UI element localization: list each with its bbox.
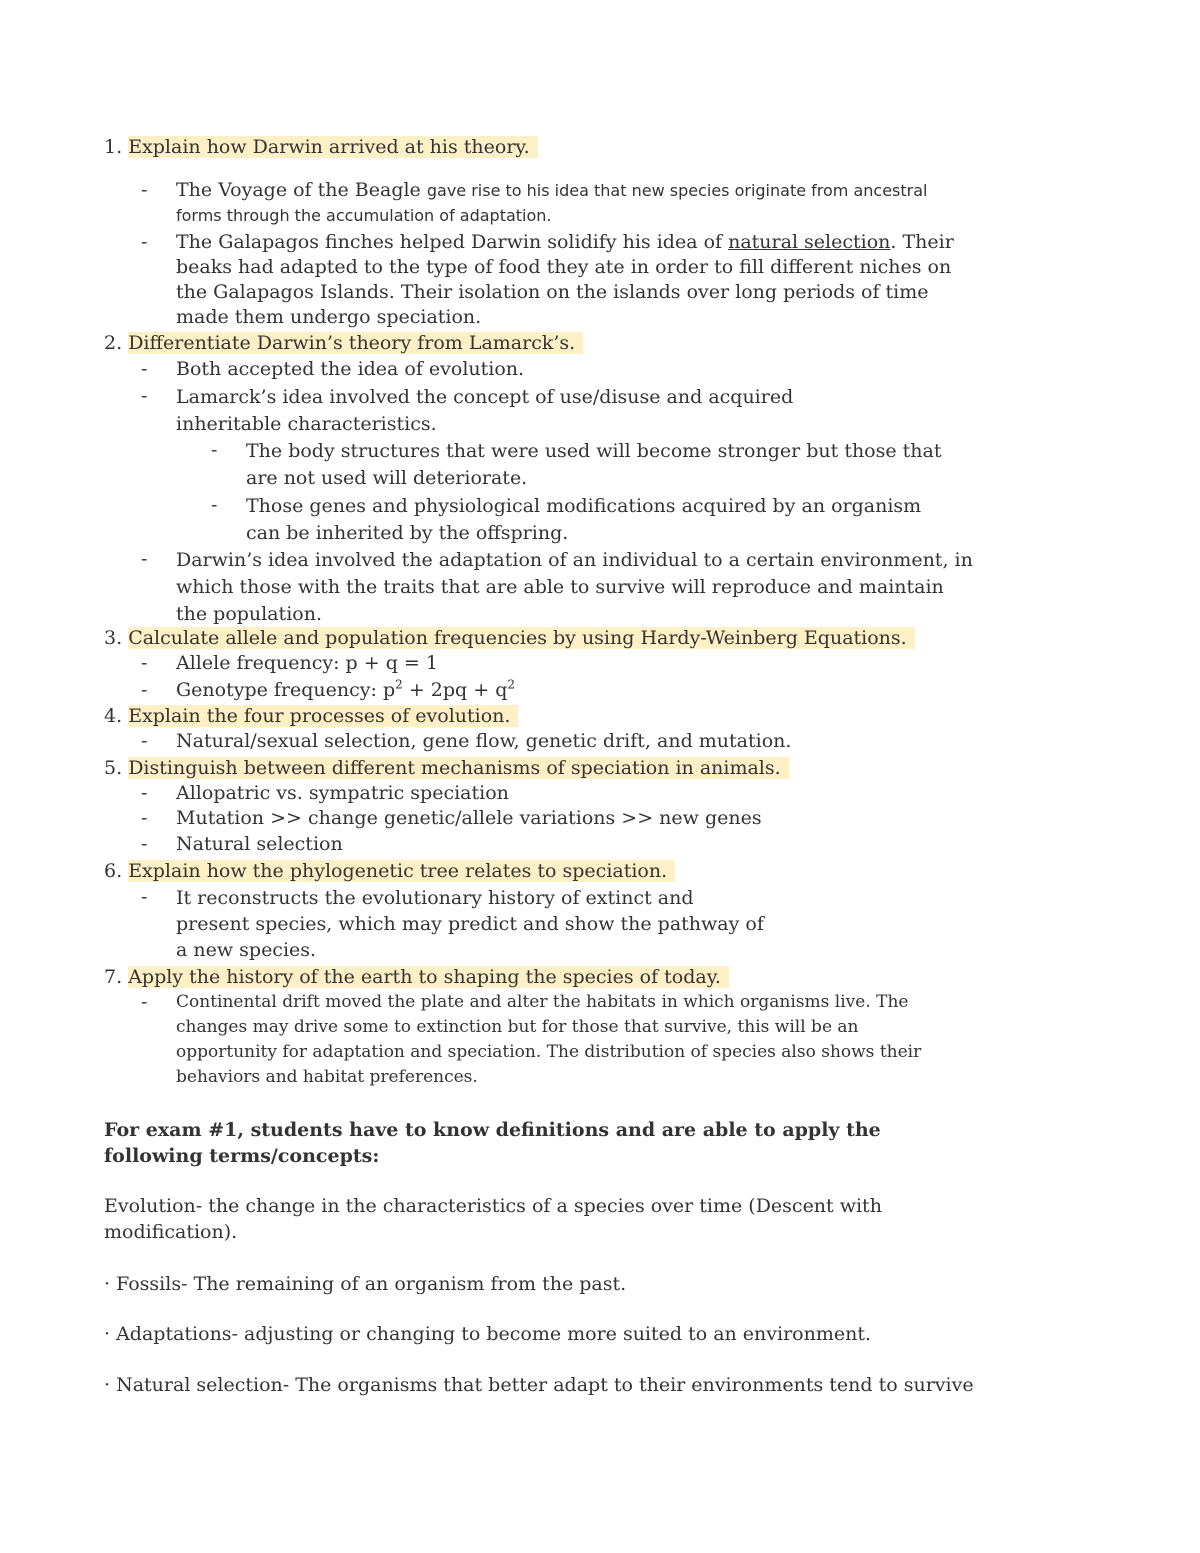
question-text: Calculate allele and population frequencies by using Hardy-Weinberg Equations. (128, 627, 915, 649)
question-6 (104, 858, 675, 884)
question-number: 5. (104, 757, 123, 779)
question-text: Explain the four processes of evolution. (128, 705, 518, 727)
bullet-dash: - (141, 730, 148, 752)
question-text: Explain how Darwin arrived at his theory. (128, 136, 538, 158)
definition-natural-selection: · Natural selection- The organisms that better adapt to their environments tend to survive (104, 1374, 974, 1396)
question-number: 4. (104, 705, 123, 727)
superscript: 2 (395, 677, 403, 692)
bullet-dash: - (141, 548, 148, 570)
question-2 (104, 330, 583, 356)
definition-evolution: Evolution- the change in the characteristics of a species over time (Descent with modification). (104, 1195, 882, 1243)
bullet-post: . Their beaks had adapted to the type of food they ate in order to fill different niches on the Galapagos Islands. Their isolation on the islands over long periods of time made them undergo speciation. (176, 231, 954, 328)
bullet-allele-frequency: Allele frequency: p + q = 1 (176, 652, 438, 674)
sub-bullet-dash: - (211, 439, 218, 461)
bullet-lamarck: Lamarck’s idea involved the concept of use/disuse and acquired inheritable characteristics. (176, 386, 794, 435)
question-1 (104, 134, 538, 160)
bullet-dash: - (141, 179, 148, 201)
superscript: 2 (507, 677, 516, 692)
question-text: Differentiate Darwin’s theory from Lamarck’s. (128, 332, 583, 354)
natural-selection-underlined: natural selection (728, 231, 891, 253)
question-text: Explain how the phylogenetic tree relates to speciation. (128, 860, 675, 882)
question-number: 3. (104, 627, 123, 649)
bullet-dash: - (141, 358, 148, 380)
question-3 (104, 625, 915, 651)
bullet-dash: - (141, 652, 148, 674)
bullet-continental-drift: Continental drift moved the plate and alter the habitats in which organisms live. The changes may drive some to extinction but for those that survive, this will be an opportunity for adaptation and speciation. The distribution of species also shows their behaviors and habitat preferences. (176, 992, 922, 1087)
bullet-darwin-idea: Darwin’s idea involved the adaptation of an individual to a certain environment, in which those with the traits that are able to survive will reproduce and maintain the population. (176, 549, 973, 625)
bullet-dash: - (141, 231, 148, 253)
bullet-voyage (176, 178, 976, 228)
sub-bullet-use-disuse: The body structures that were used will become stronger but those that are not used will deteriorate. (246, 440, 942, 489)
bullet-pre: The Galapagos finches helped Darwin solidify his idea of (176, 231, 723, 253)
bullet-galapagos (176, 230, 956, 330)
question-number: 1. (104, 136, 123, 158)
bullet-natural-selection: Natural selection (176, 833, 343, 855)
bullet-dash: - (141, 782, 148, 804)
question-number: 2. (104, 332, 123, 354)
sub-bullet-inherited: Those genes and physiological modifications acquired by an organism can be inherited by the offspring. (246, 495, 922, 544)
bullet-dash: - (141, 385, 148, 407)
bullet-both-accepted: Both accepted the idea of evolution. (176, 358, 525, 380)
bullet-dash: - (141, 833, 148, 855)
bullet-genotype-frequency (176, 678, 976, 703)
exam-heading: For exam #1, students have to know definitions and are able to apply the following terms/concepts: (104, 1119, 881, 1167)
definition-adaptations: · Adaptations- adjusting or changing to become more suited to an environment. (104, 1323, 872, 1345)
bullet-phylogenetic: It reconstructs the evolutionary history of extinct and present species, which may predict and show the pathway of a new species. (176, 887, 764, 961)
bullet-dash: - (141, 807, 148, 829)
question-5 (104, 755, 789, 781)
definition-fossils: · Fossils- The remaining of an organism from the past. (104, 1273, 627, 1295)
question-number: 7. (104, 966, 123, 988)
question-text: Apply the history of the earth to shaping the species of today. (128, 966, 729, 988)
sub-bullet-dash: - (211, 494, 218, 516)
bullet-mutation: Mutation >> change genetic/allele variations >> new genes (176, 807, 762, 829)
bullet-four-processes: Natural/sexual selection, gene flow, genetic drift, and mutation. (176, 730, 792, 752)
question-4 (104, 703, 518, 729)
bullet-dash: - (141, 886, 148, 908)
question-7 (104, 964, 729, 990)
bullet-serif-part: The Voyage of the Beagle (176, 179, 421, 201)
bullet-sans-part: gave rise to his idea that new species originate from ancestral forms through the accumulation of adaptation. (176, 181, 928, 225)
bullet-dash: - (141, 679, 148, 701)
bullet-dash: - (141, 991, 148, 1013)
question-text: Distinguish between different mechanisms of speciation in animals. (128, 757, 789, 779)
genotype-part-a: Genotype frequency: p (176, 679, 396, 701)
bullet-allopatric: Allopatric vs. sympatric speciation (176, 782, 509, 804)
genotype-part-b: + 2pq + q (408, 679, 508, 701)
question-number: 6. (104, 860, 123, 882)
